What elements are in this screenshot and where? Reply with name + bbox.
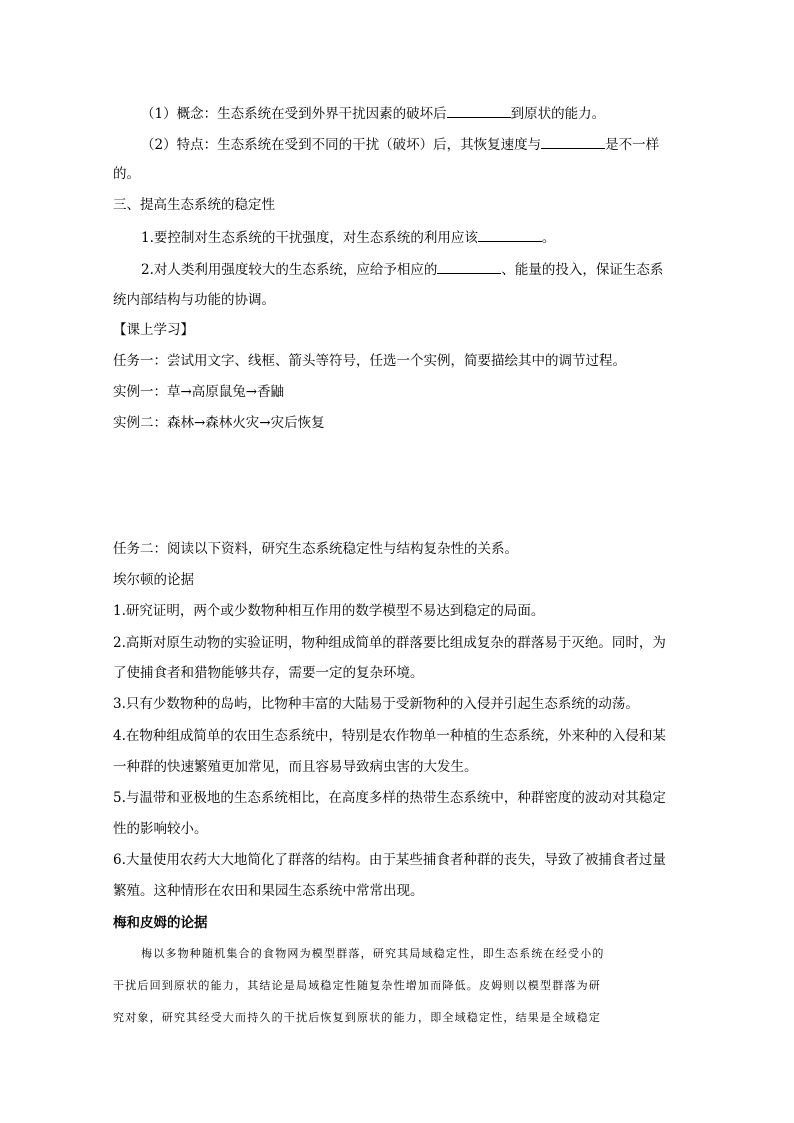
example-one: 实例一：草→高原鼠兔→香鼬 <box>113 384 285 400</box>
elton-point-6b: 繁殖。这种情形在农田和果园生态系统中常常出现。 <box>113 883 424 899</box>
elton-point-4b: 一种群的快速繁殖更加常见，而且容易导致病虫害的大发生。 <box>113 759 478 775</box>
stability-item-2-suffix: 、能量的投入，保证生态系 <box>501 262 664 278</box>
recovery-feature-cont: 的。 <box>113 166 140 182</box>
may-pimm-line-1: 梅以多物种随机集合的食物网为模型群落，研究其局域稳定性，即生态系统在经受小的 <box>141 947 605 960</box>
fill-blank[interactable] <box>437 260 501 274</box>
fill-blank[interactable] <box>478 228 542 242</box>
elton-point-2b: 了使捕食者和猎物能够共存，需要一定的复杂环境。 <box>113 665 424 681</box>
task-one: 任务一：尝试用文字、线框、箭头等符号，任选一个实例，简要描绘其中的调节过程。 <box>113 353 626 369</box>
elton-point-4a: 4.在物种组成简单的农田生态系统中，特别是农作物单一种植的生态系统，外来种的入侵和某 <box>113 728 666 744</box>
recovery-feature-prefix: （2）特点：生态系统在受到不同的干扰（破坏）后，其恢复速度与 <box>141 137 542 153</box>
elton-point-1: 1.研究证明，两个或少数物种相互作用的数学模型不易达到稳定的局面。 <box>113 603 545 619</box>
fill-blank[interactable] <box>541 135 605 149</box>
recovery-concept-line <box>141 104 711 123</box>
class-study-heading: 【课上学习】 <box>113 322 194 338</box>
recovery-feature-suffix: 是不一样 <box>605 137 660 153</box>
elton-point-3: 3.只有少数物种的岛屿，比物种丰富的大陆易于受新物种的入侵并引起生态系统的动荡。 <box>113 696 639 712</box>
elton-point-2a: 2.高斯对原生动物的实验证明，物种组成简单的群落要比组成复杂的群落易于灭绝。同时，为 <box>113 635 666 651</box>
elton-point-6a: 6.大量使用农药大大地简化了群落的结构。由于某些捕食者种群的丧失，导致了被捕食者过量 <box>113 852 666 868</box>
stability-item-1 <box>141 228 711 247</box>
stability-item-2-prefix: 2.对人类利用强度较大的生态系统，应给予相应的 <box>141 262 438 278</box>
recovery-feature-line <box>141 135 711 154</box>
elton-point-5a: 5.与温带和亚极地的生态系统相比，在高度多样的热带生态系统中，种群密度的波动对其稳定 <box>113 790 666 806</box>
example-two: 实例二：森林→森林火灾→灾后恢复 <box>113 415 325 431</box>
section-three-heading: 三、提高生态系统的稳定性 <box>113 197 275 213</box>
fill-blank[interactable] <box>447 104 511 118</box>
may-pimm-line-2: 干扰后回到原状的能力，其结论是局域稳定性随复杂性增加而降低。皮姆则以模型群落为研 <box>113 979 601 992</box>
stability-item-2-cont: 统内部结构与功能的协调。 <box>113 292 275 308</box>
stability-item-1-suffix: 。 <box>541 230 556 246</box>
may-pimm-heading: 梅和皮姆的论据 <box>113 915 208 931</box>
task-two: 任务二：阅读以下资料，研究生态系统稳定性与结构复杂性的关系。 <box>113 541 518 557</box>
stability-item-1-prefix: 1.要控制对生态系统的干扰强度，对生态系统的利用应该 <box>141 230 478 246</box>
may-pimm-line-3: 究对象，研究其经受大而持久的干扰后恢复到原状的能力，即全域稳定性，结果是全域稳定 <box>113 1011 601 1024</box>
recovery-concept-prefix: （1）概念：生态系统在受到外界干扰因素的破坏后 <box>141 106 447 122</box>
recovery-concept-suffix: 到原状的能力。 <box>510 106 606 122</box>
elton-point-5b: 性的影响较小。 <box>113 821 208 837</box>
stability-item-2 <box>141 260 711 279</box>
elton-heading: 埃尔顿的论据 <box>113 572 194 588</box>
